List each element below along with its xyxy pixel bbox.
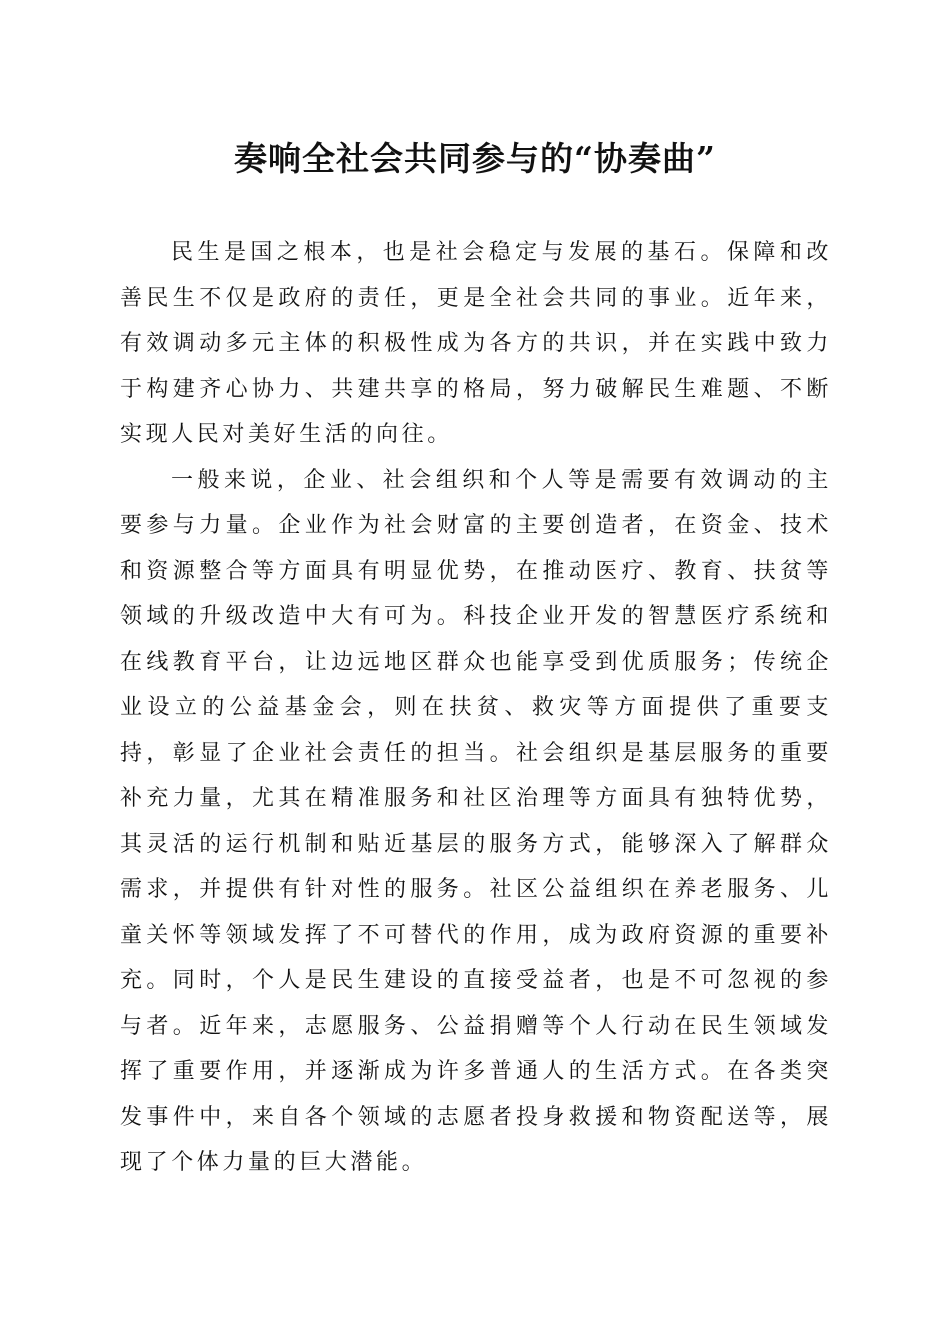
document-title: 奏响全社会共同参与的“协奏曲” <box>234 139 716 178</box>
paragraph-1: 民生是国之根本，也是社会稳定与发展的基石。保障和改善民生不仅是政府的责任，更是全社会共同的事业。近年来，有效调动多元主体的积极性成为各方的共识，并在实践中致力于构建齐心协力、共建共享的格局，努力破解民生难题、不断实现人民对美好生活的向往。 <box>120 240 832 447</box>
document-body <box>120 230 832 1186</box>
paragraph-2: 一般来说，企业、社会组织和个人等是需要有效调动的主要参与力量。企业作为社会财富的主要创造者，在资金、技术和资源整合等方面具有明显优势，在推动医疗、教育、扶贫等领域的升级改造中大有可为。科技企业开发的智慧医疗系统和在线教育平台，让边远地区群众也能享受到优质服务；传统企业设立的公益基金会，则在扶贫、救灾等方面提供了重要支持，彰显了企业社会责任的担当。社会组织是基层服务的重要补充力量，尤其在精准服务和社区治理等方面具有独特优势，其灵活的运行机制和贴近基层的服务方式，能够深入了解群众需求，并提供有针对性的服务。社区公益组织在养老服务、儿童关怀等领域发挥了不可替代的作用，成为政府资源的重要补充。同时，个人是民生建设的直接受益者，也是不可忽视的参与者。近年来，志愿服务、公益捐赠等个人行动在民生领域发挥了重要作用，并逐渐成为许多普通人的生活方式。在各类突发事件中，来自各个领域的志愿者投身救援和物资配送等，展现了个体力量的巨大潜能。 <box>120 467 832 1175</box>
